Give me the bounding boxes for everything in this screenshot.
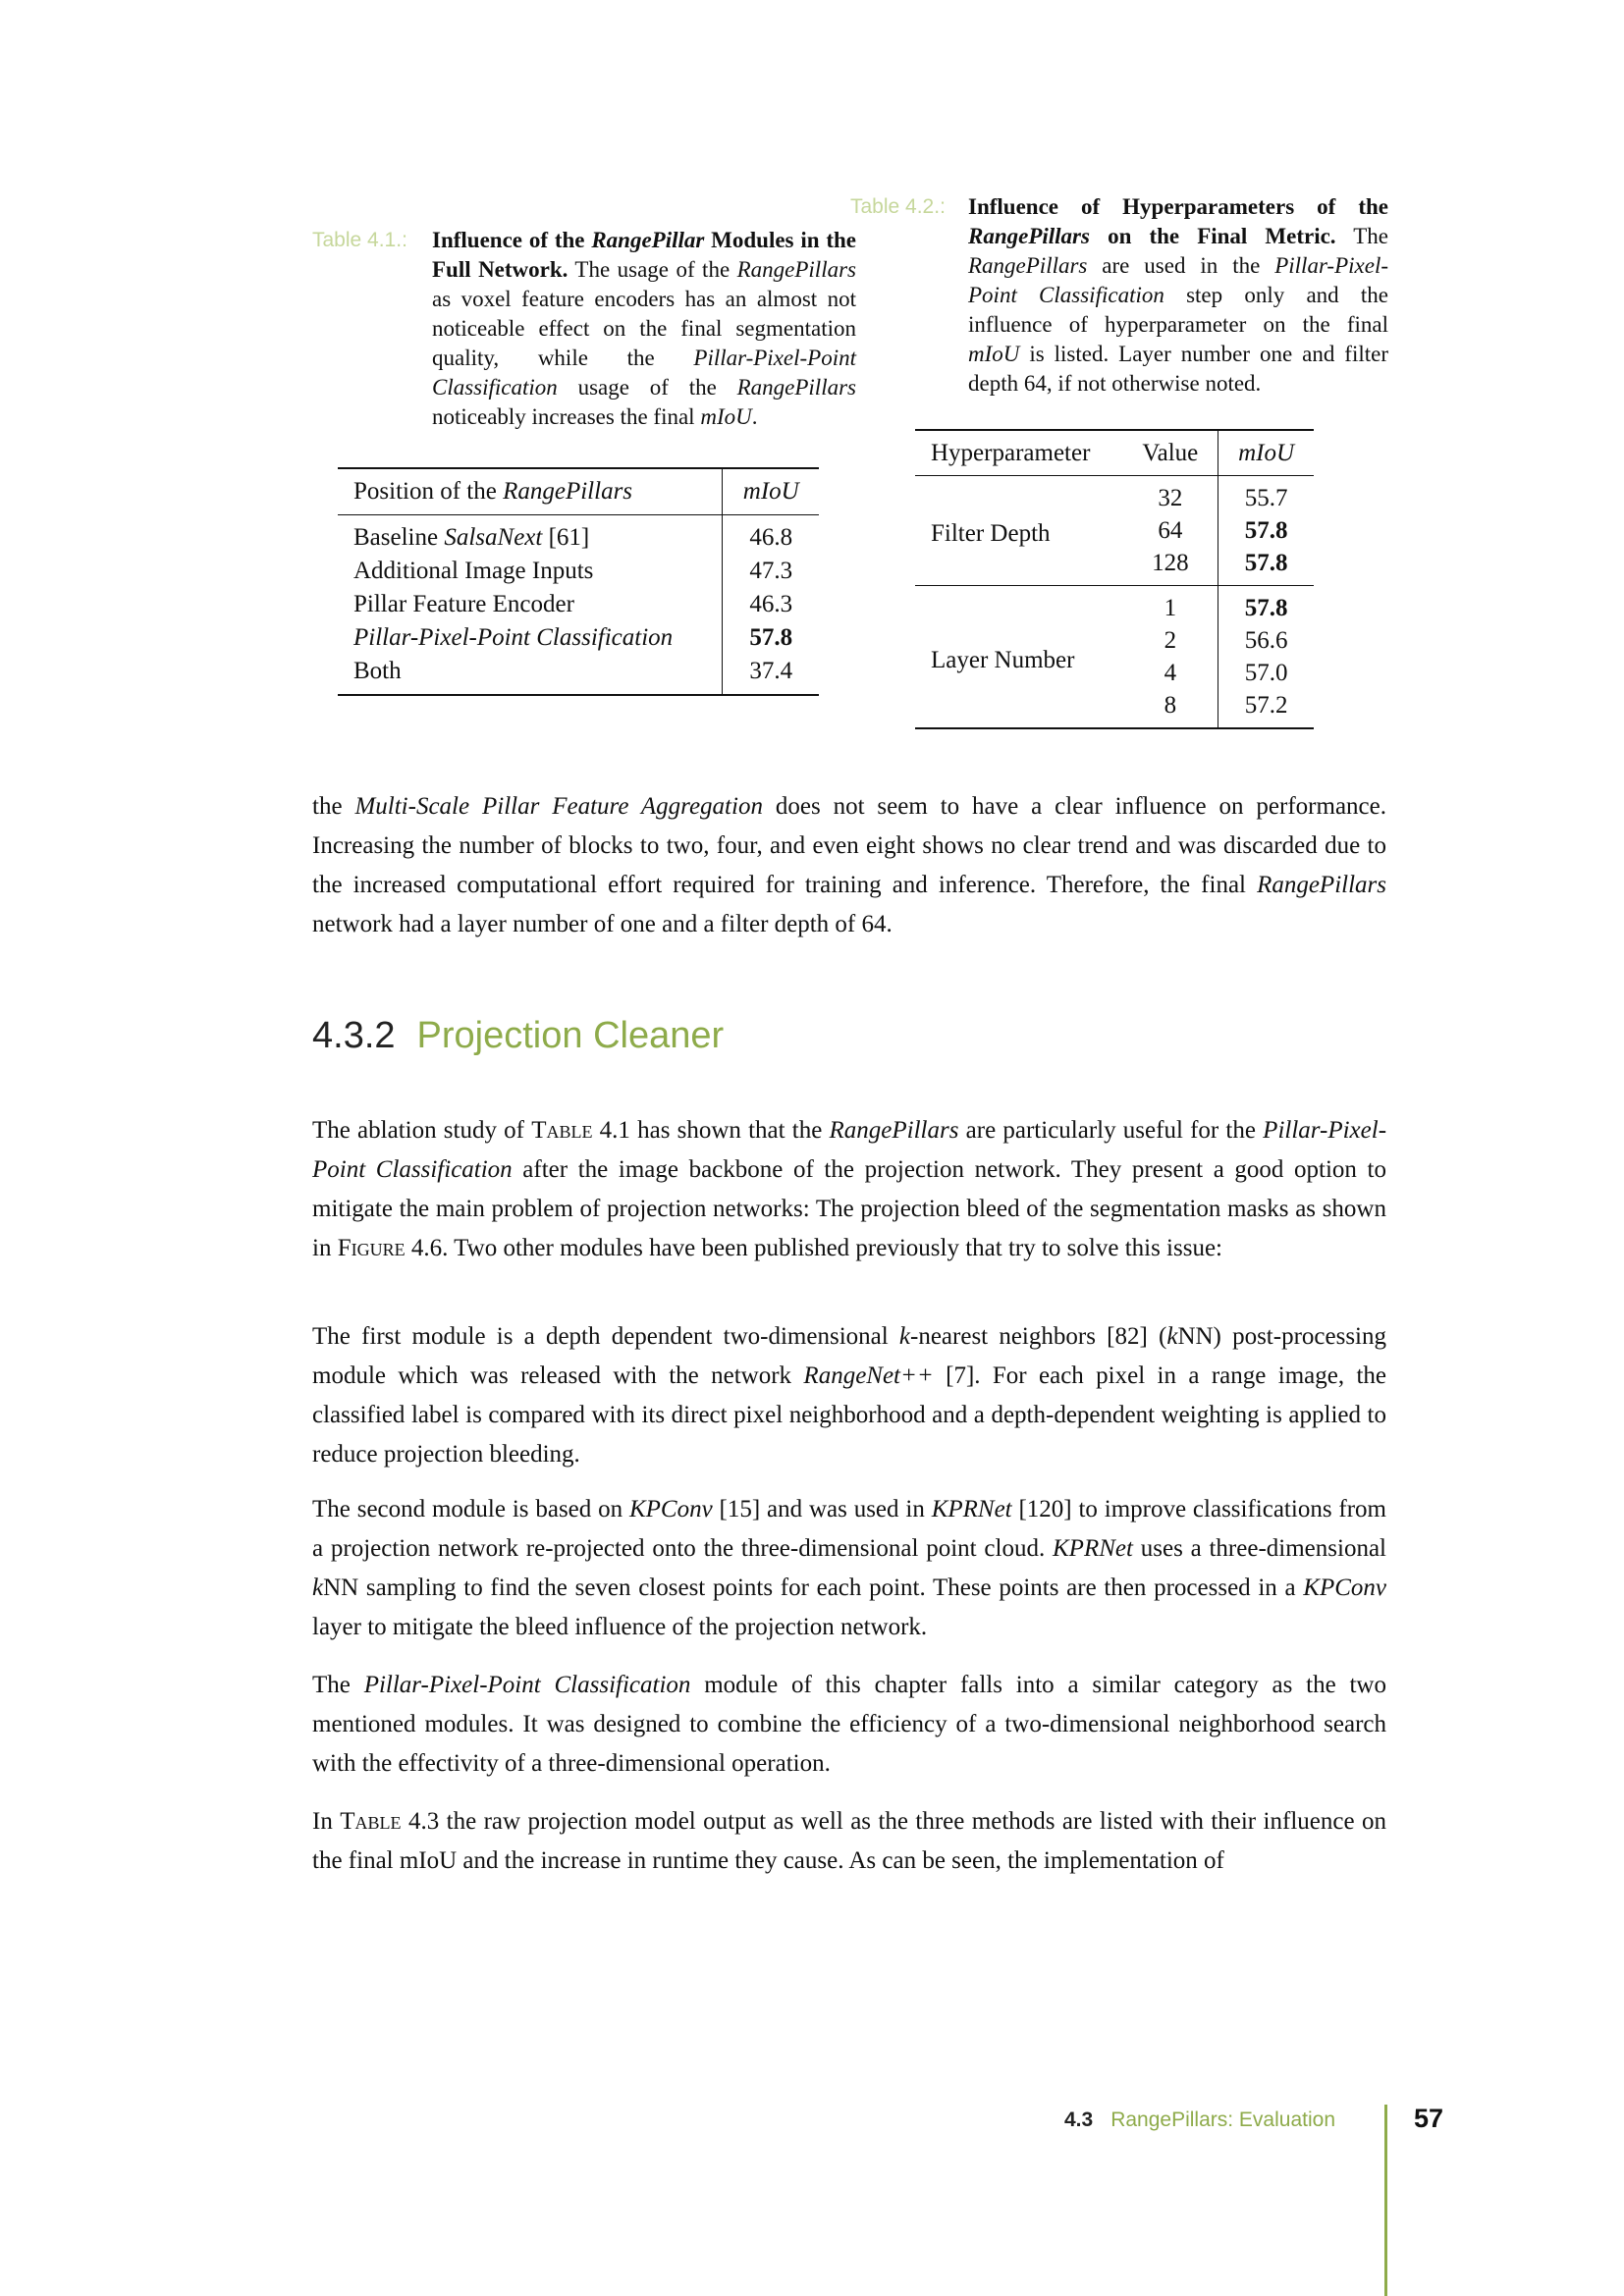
table-header <box>338 468 819 515</box>
table-4-2 <box>915 429 1314 729</box>
paragraph: The Pillar-Pixel-Point Classification module of this chapter falls into a similar category as the two mentioned modules. It was designed to combine the efficiency of a two-dimensional neighborhood search with the effectivity of a three-dimensional operation. <box>312 1672 1386 1777</box>
table-4-1-caption <box>312 226 856 432</box>
caption-bold: Influence of the RangePillar Modules in the Full Network. <box>432 228 856 282</box>
table-header <box>915 430 1314 476</box>
footer-section-title: RangePillars: Evaluation <box>1110 2109 1335 2131</box>
table-row: Filter Depth 32 55.7 <box>915 476 1314 515</box>
footer-divider <box>1384 2105 1387 2296</box>
paragraph: The ablation study of Table 4.1 has shown that the RangePillars are particularly useful for the Pillar-Pixel-Point Classification after the image backbone of the projection network. They present a good option to mitigate the main problem of projection networks: The projection bleed of the segmentation masks as shown in Figure 4.6. Two other modules have been published previously that try to solve this issue: <box>312 1117 1387 1261</box>
caption-bold: Influence of Hyperparameters of the RangePillars on the Final Metric. <box>968 194 1388 248</box>
table-row: 64 57.8 <box>915 514 1314 547</box>
table-4-1 <box>338 467 819 696</box>
page-number: 57 <box>1414 2104 1444 2133</box>
table-row: Pillar Feature Encoder 46.3 <box>338 588 819 621</box>
paragraph: The second module is based on KPConv [15] and was used in KPRNet [120] to improve classifications from a projection network re-projected onto the three-dimensional point cloud. KPRNet uses a three-dimensional kNN sampling to find the seven closest points for each point. These points are then processed in a KPConv layer to mitigate the bleed influence of the projection network. <box>312 1496 1386 1640</box>
header-position: Position of the RangePillars <box>338 468 723 515</box>
table-row: 8 57.2 <box>915 689 1314 728</box>
section-title: Projection Cleaner <box>416 1015 725 1056</box>
paragraph: In Table 4.3 the raw projection model output as well as the three methods are listed with their influence on the final mIoU and the increase in runtime they cause. As can be seen, the implementation of <box>312 1808 1386 1874</box>
group-name: Layer Number <box>915 586 1122 729</box>
table-row: 128 57.8 <box>915 547 1314 586</box>
running-footer <box>982 2107 1335 2134</box>
table-ref: Table <box>340 1808 402 1835</box>
table-4-1-caption-text: Influence of the RangePillar Modules in the Full Network. The usage of the RangePillars as voxel feature encoders has an almost not noticeable effect on the final segmentation quality, while the Pillar-Pixel-Point Classification usage of the RangePillars noticeably increases the final mIoU. <box>432 228 856 429</box>
table-row: Both 37.4 <box>338 655 819 695</box>
table-4-2-caption-text: Influence of Hyperparameters of the RangePillars on the Final Metric. The RangePillars are used in the Pillar-Pixel-Point Classification step only and the influence of hyperparameter on the final mIoU is listed. Layer number one and filter depth 64, if not otherwise noted. <box>968 194 1389 396</box>
header-hyperparameter: Hyperparameter <box>915 430 1122 476</box>
footer-section-number: 4.3 <box>1064 2109 1094 2131</box>
table-row: Pillar-Pixel-Point Classification 57.8 <box>338 621 819 655</box>
header-miou: mIoU <box>723 468 819 515</box>
section-heading <box>312 1011 724 1060</box>
table-4-1-label: Table 4.1.: <box>312 229 407 251</box>
paragraph-continuation: the Multi-Scale Pillar Feature Aggregation does not seem to have a clear influence on performance. Increasing the number of blocks to two, four, and even eight shows no clear trend and was discarded due to the increased computational effort required for training and inference. Therefore, the final RangePillars network had a layer number of one and a filter depth of 64. <box>312 793 1386 937</box>
table-row: 4 57.0 <box>915 657 1314 689</box>
group-name: Filter Depth <box>915 476 1122 586</box>
figure-ref: Figure <box>337 1235 406 1261</box>
table-row: 2 56.6 <box>915 624 1314 657</box>
header-miou: mIoU <box>1218 430 1314 476</box>
table-ref: Table <box>531 1117 593 1144</box>
table-row: Additional Image Inputs 47.3 <box>338 555 819 588</box>
header-value: Value <box>1122 430 1218 476</box>
table-row: Baseline SalsaNext [61] 46.8 <box>338 515 819 556</box>
table-row: Layer Number 1 57.8 <box>915 586 1314 625</box>
paragraph: The first module is a depth dependent two-dimensional k-nearest neighbors [82] (kNN) post-processing module which was released with the network RangeNet++ [7]. For each pixel in a range image, the classified label is compared with its direct pixel neighborhood and a depth-dependent weighting is applied to reduce projection bleeding. <box>312 1323 1387 1468</box>
table-4-2-caption <box>850 192 1388 399</box>
section-number: 4.3.2 <box>312 1015 396 1056</box>
table-4-2-label: Table 4.2.: <box>850 195 946 218</box>
